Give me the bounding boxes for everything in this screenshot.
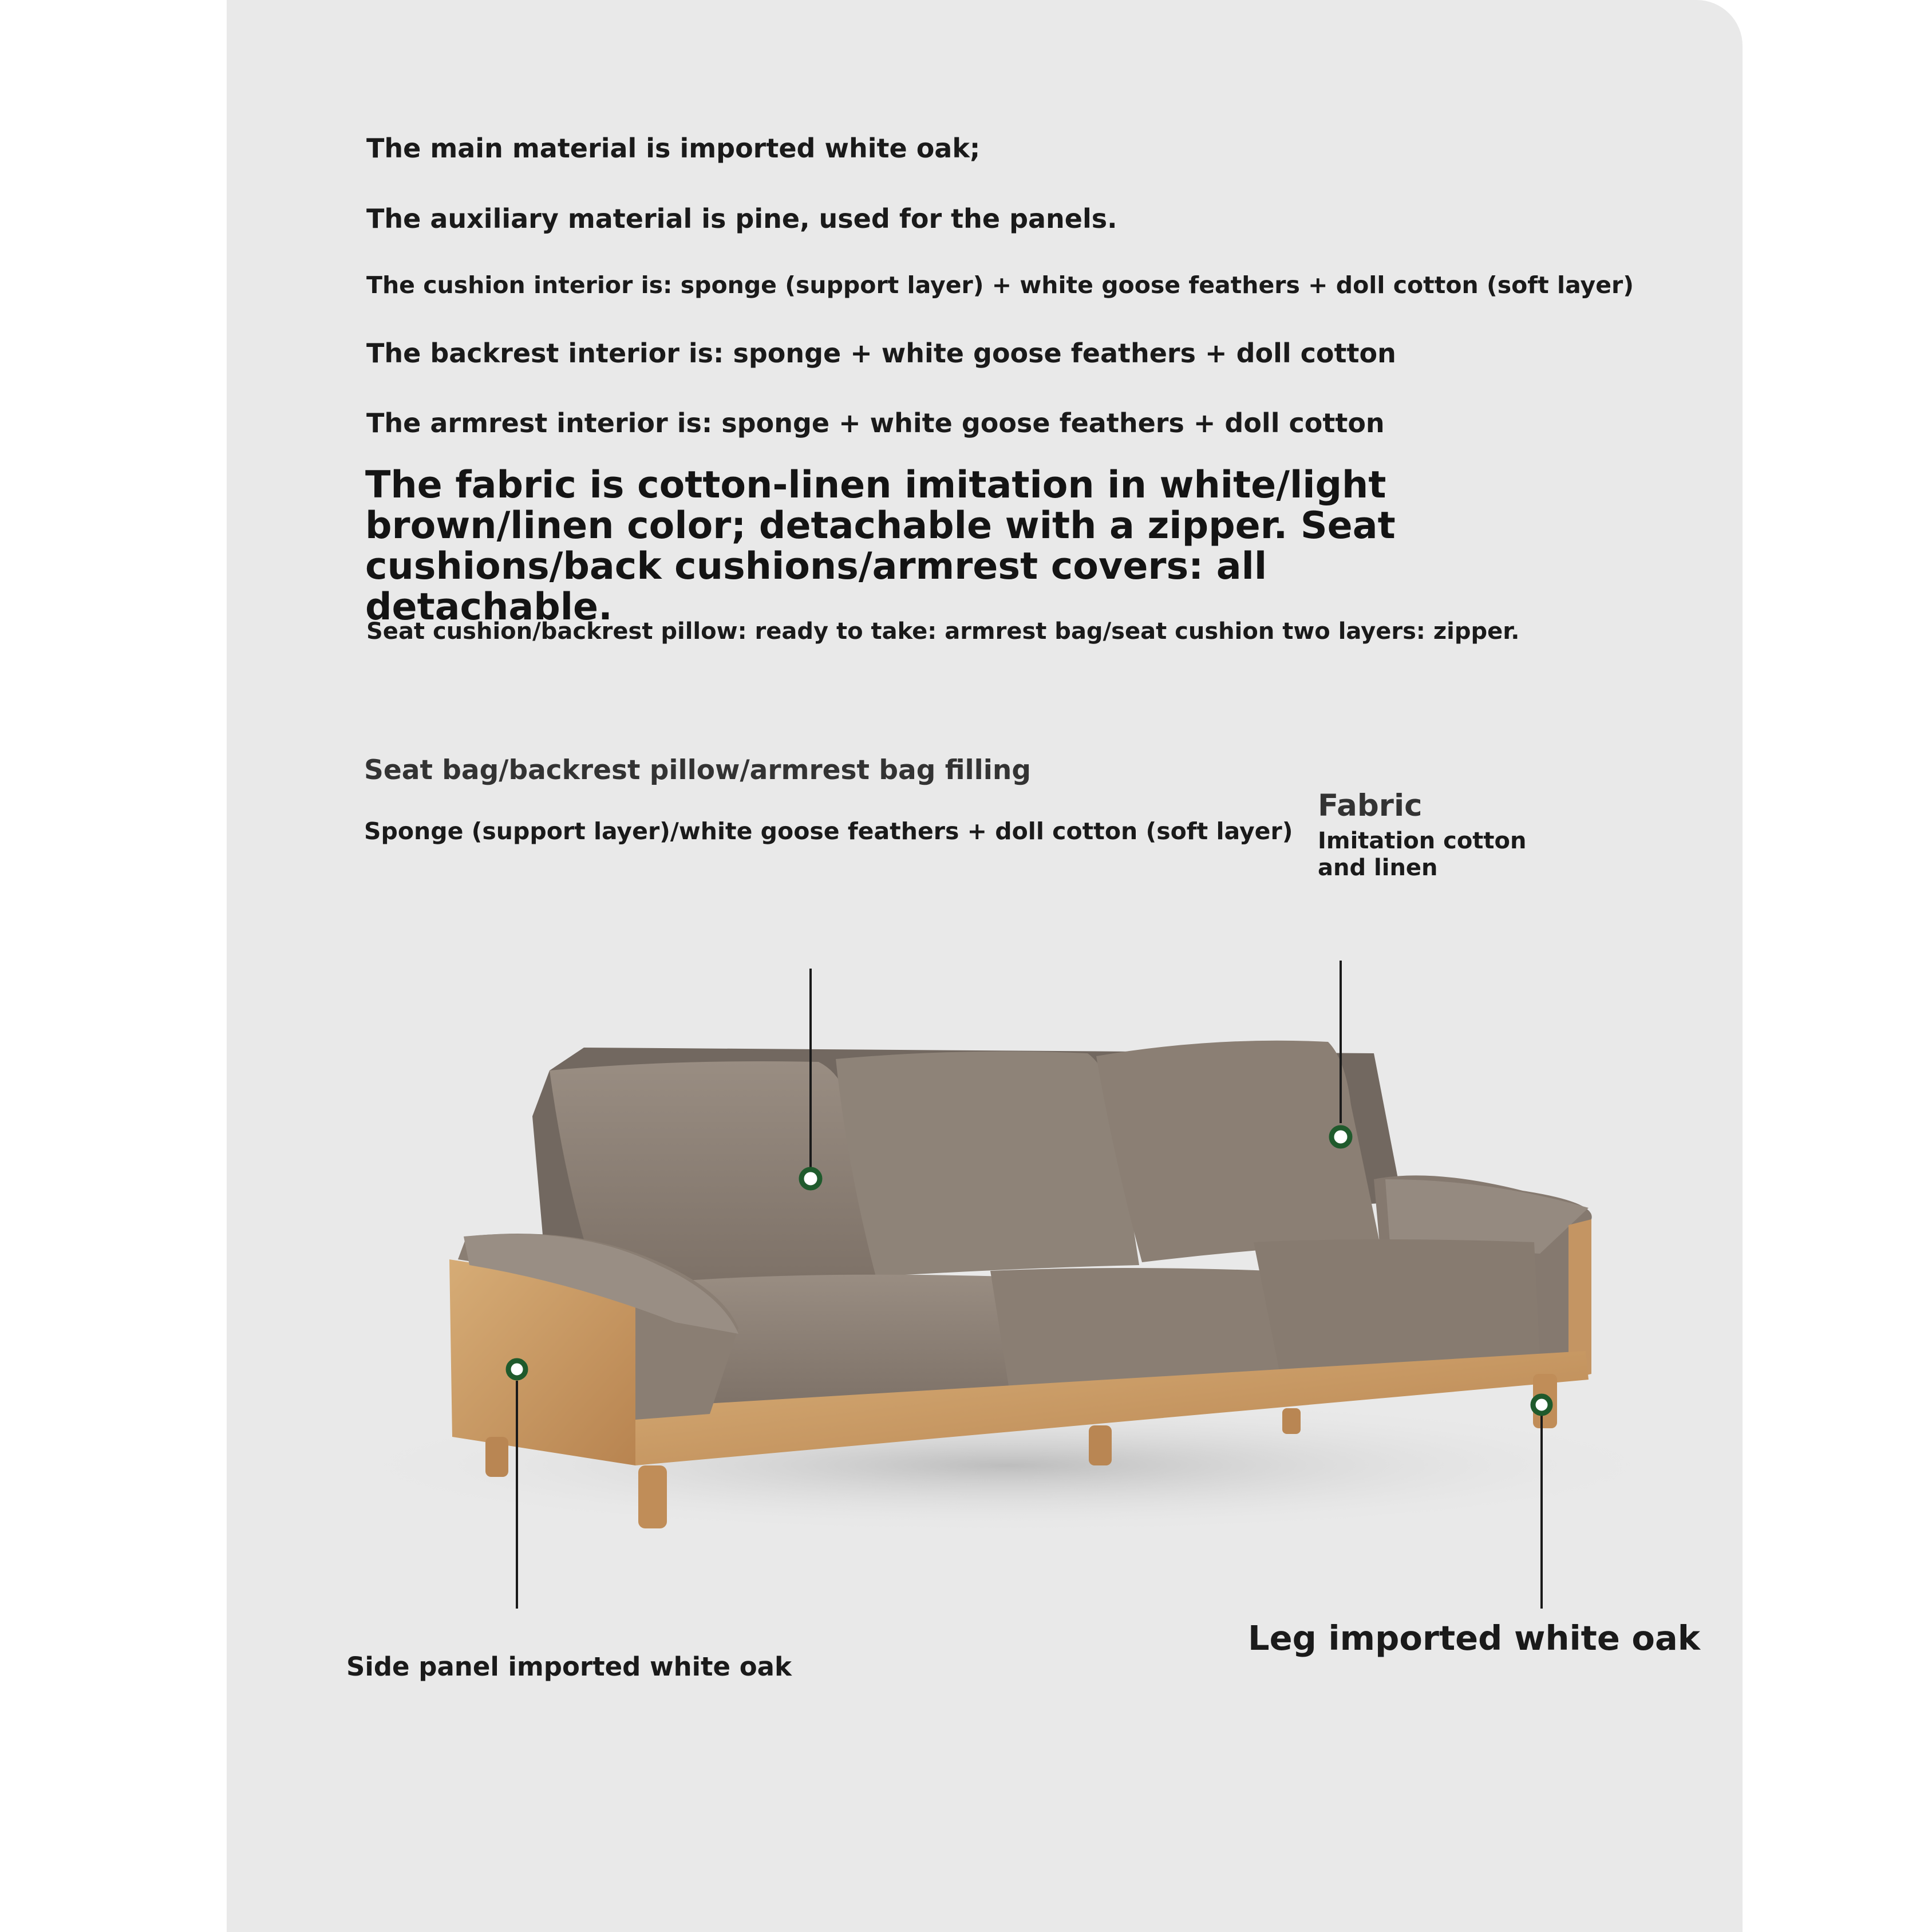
filling-callout-desc: Sponge (support layer)/white goose feathers + doll cotton (soft layer) xyxy=(364,817,1293,845)
side-panel-label: Side panel imported white oak xyxy=(346,1652,792,1682)
filling-marker-dot xyxy=(801,1170,820,1188)
leg-middle xyxy=(1089,1425,1112,1465)
fabric-marker-dot xyxy=(1332,1128,1350,1146)
spec-auxiliary-material: The auxiliary material is pine, used for the panels. xyxy=(366,203,1117,234)
fabric-callout-title: Fabric xyxy=(1318,788,1423,823)
back-cushion-middle xyxy=(836,1052,1139,1277)
leg-label: Leg imported white oak xyxy=(1248,1618,1701,1658)
leg-back-left xyxy=(485,1437,508,1477)
spec-cushion-interior: The cushion interior is: sponge (support layer) + white goose feathers + doll cotton (soft layer) xyxy=(366,271,1634,299)
spec-main-material: The main material is imported white oak; xyxy=(366,133,981,164)
leg-front-left xyxy=(638,1465,667,1528)
spec-armrest-interior: The armrest interior is: sponge + white goose feathers + doll cotton xyxy=(366,408,1385,438)
leg-marker-dot xyxy=(1533,1396,1550,1413)
fabric-headline: The fabric is cotton-linen imitation in white/light brown/linen color; detachable with a zipper. Seat cushions/back cushions/armrest covers: all detachable. xyxy=(365,464,1396,629)
fabric-callout-desc: Imitation cotton and linen xyxy=(1318,828,1527,881)
filling-callout-title: Seat bag/backrest pillow/armrest bag filling xyxy=(364,754,1031,786)
back-cushion-right xyxy=(1096,1041,1380,1262)
spec-backrest-interior: The backrest interior is: sponge + white goose feathers + doll cotton xyxy=(366,338,1396,369)
leg-back-middle xyxy=(1282,1408,1301,1434)
side-panel-marker-dot xyxy=(508,1361,526,1378)
spec-detachable-note: Seat cushion/backrest pillow: ready to take: armrest bag/seat cushion two layers: zipper. xyxy=(366,618,1520,645)
